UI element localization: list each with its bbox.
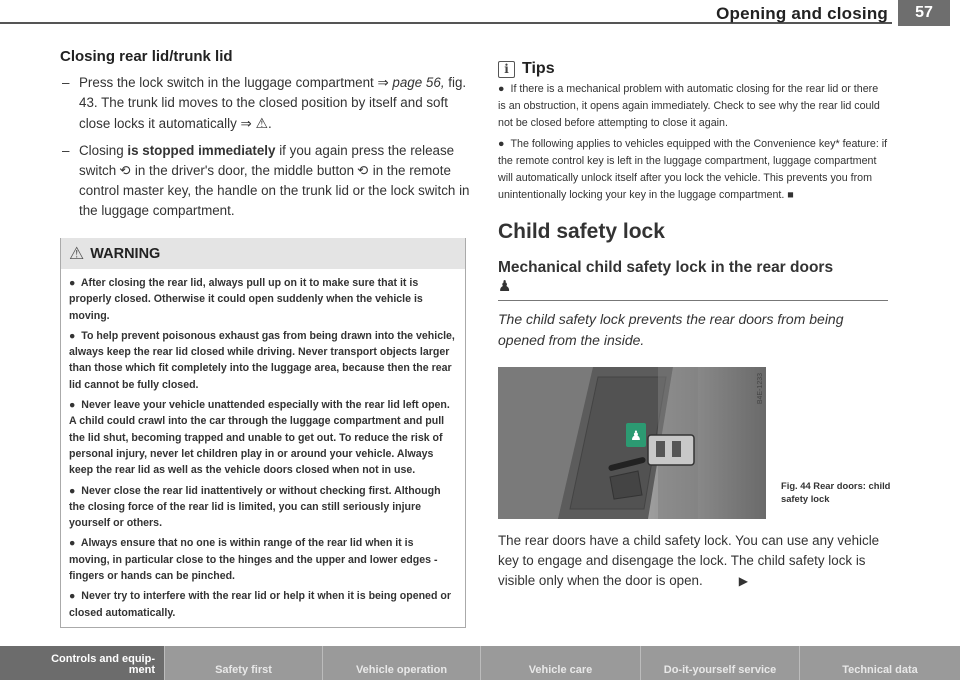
subsection-heading: Mechanical child safety lock in the rear doors ♟ <box>498 259 834 296</box>
item2-text-cont3: in the remote control master key, the handle on the trunk lid or the lock switch in the luggage compartment. <box>79 163 470 218</box>
warning-paragraph: ● After closing the rear lid, always pull up on it to make sure that it is properly closed. Otherwise it could open suddenly when the vehicle is moving. <box>69 277 423 322</box>
tab-vehicle-care[interactable]: Vehicle care <box>481 646 641 680</box>
end-mark: ■ <box>787 189 794 202</box>
warning-triangle-icon: ⚠ <box>69 244 85 263</box>
tips-title: Tips <box>522 60 555 77</box>
tab-technical-data[interactable]: Technical data <box>800 646 960 680</box>
door-illustration-svg <box>498 367 766 519</box>
list-item <box>60 141 470 221</box>
warning-header <box>61 238 465 269</box>
section-heading: Child safety lock <box>498 220 665 244</box>
tab-vehicle-operation[interactable]: Vehicle operation <box>323 646 481 680</box>
warning-paragraph: ● Never close the rear lid inattentively or without checking first. Although the closing force of the rear lid is limited, you can still seriously injure yourself or others. <box>69 484 441 530</box>
child-icon: ♟ <box>498 278 512 296</box>
item1-text: Press the lock switch in the luggage compartment <box>79 75 378 90</box>
page-number: 57 <box>898 0 950 26</box>
page-section-title: Opening and closing <box>716 4 888 23</box>
left-column <box>60 48 470 628</box>
item1-text-cont: fig. 43. The trunk lid moves to the closed position by itself and soft close locks it automatically ⇒ <box>79 75 467 131</box>
lock-mechanism <box>648 435 694 465</box>
warning-paragraph: ● To help prevent poisonous exhaust gas from being drawn into the vehicle, always keep the rear lid closed while driving. Never transport objects larger than those which fit completely into the luggage area, because then the rear lid cannot be fully closed. <box>69 329 455 391</box>
figure-caption: Fig. 44 Rear doors: child safety lock <box>781 480 891 505</box>
intro-text: The child safety lock prevents the rear doors from being opened from the inside. <box>498 311 844 349</box>
figure <box>498 367 891 519</box>
key-icon: ⟲ <box>119 163 132 178</box>
warning-icon: ⚠ <box>255 115 268 131</box>
tab-safety-first[interactable]: Safety first <box>165 646 323 680</box>
key-icon: ⟲ <box>357 163 370 178</box>
warning-paragraph: ● Never leave your vehicle unattended especially with the rear lid left open. A child could crawl into the car through the luggage compartment and pull the lid shut, becoming trapped and unable to get out. To reduce the risk of personal injury, never let children play in or around your vehicle. Always keep the rear lid as well as the vehicle doors closed when not in use. <box>69 399 450 477</box>
body-text: The rear doors have a child safety lock. You can use any vehicle key to engage and disengage the lock. The child safety lock is visible only when the door is open. ▶ <box>498 531 888 591</box>
tips-header <box>498 60 888 78</box>
warning-paragraph: ● Never try to interfere with the rear lid or help it when it is being opened or closed automatically. <box>69 590 451 619</box>
tip-item: ● The following applies to vehicles equipped with the Convenience key* feature: if the remote control key is left in the luggage compartment, luggage compartment will automatically unlock itself after you lock the vehicle. This prevents you from unintentionally locking your key in the luggage compartment. ■ <box>498 137 888 202</box>
info-icon: i <box>498 61 515 78</box>
item2-text-cont: if you again press the release switch <box>79 143 455 178</box>
tab-do-it-yourself-service[interactable]: Do-it-yourself service <box>641 646 800 680</box>
closing-heading: Closing rear lid/trunk lid <box>60 48 233 65</box>
list-item: – Press the lock switch in the luggage compartment ⇒ page 56, fig. 43. The trunk lid moves to the closed position by itself and soft close locks it automatically ⇒ ⚠. <box>62 75 467 131</box>
figure-code: B4E-1233 <box>757 373 764 405</box>
next-page-arrow-icon[interactable]: ▶ <box>738 574 748 589</box>
svg-text:♟: ♟ <box>630 429 642 445</box>
right-column <box>498 60 891 591</box>
page-reference-link[interactable]: ⇒ page 56, <box>377 75 445 90</box>
item2-text-cont2: in the driver's door, the middle button <box>131 163 358 178</box>
warning-box <box>60 238 466 628</box>
warning-paragraph: ● Always ensure that no one is within range of the rear lid when it is moving, in particular close to the hinges and the upper and lower edges - fingers or hands can be pinched. <box>69 537 438 583</box>
footer-nav <box>0 646 960 680</box>
item2-text: Closing <box>79 143 128 158</box>
tip-item: ● If there is a mechanical problem with automatic closing for the rear lid or there is an obstruction, it opens again immediately. Check to see why the rear lid could not be closed before attempting to close it again. <box>498 83 880 130</box>
tab-controls-and-equipment[interactable]: Controls and equip- ment <box>0 646 165 680</box>
subsection-rule <box>498 300 888 301</box>
item2-bold: is stopped immediately <box>127 143 276 158</box>
child-lock-illustration <box>498 367 766 519</box>
dash-bullet: – <box>62 143 70 158</box>
warning-title: WARNING <box>90 246 161 262</box>
warning-body <box>61 269 465 627</box>
dash-bullet: – <box>62 75 70 90</box>
